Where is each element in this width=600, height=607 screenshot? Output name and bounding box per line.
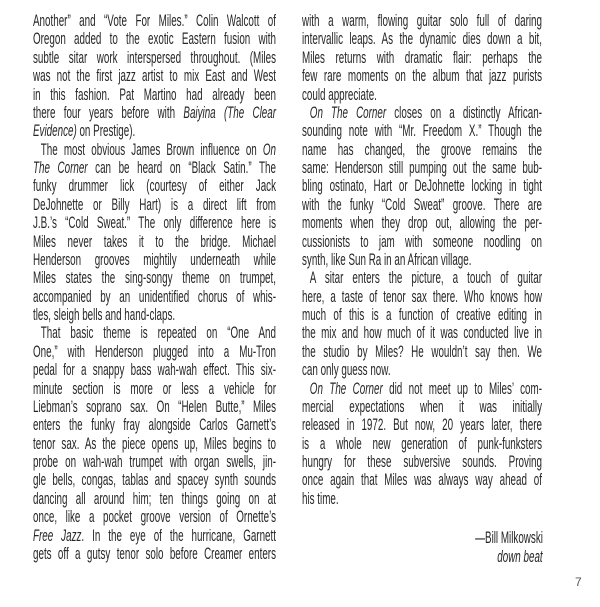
text-line [302, 361, 542, 379]
text-line [33, 12, 276, 30]
body-text: hungry for these subversive sounds. Proving [302, 453, 542, 471]
body-text: The most obvious James Brown influence on [40, 140, 263, 159]
text-line [302, 435, 542, 453]
text-line [302, 214, 542, 232]
body-text: accompanied by an unidentified chorus of whis- [33, 287, 276, 306]
body-text: there four years before with [33, 103, 184, 122]
text-line [33, 159, 276, 177]
text-line [33, 508, 276, 526]
body-text: pedal for a snappy bass wah-wah effect. This six- [33, 361, 276, 380]
text-line [302, 416, 542, 434]
text-line [33, 49, 276, 67]
text-line [33, 177, 276, 195]
text-line [302, 12, 542, 30]
text-line [33, 490, 276, 508]
italic-title-text: Baiyina (The Clear [183, 103, 276, 122]
text-line [302, 453, 542, 471]
body-text: minute section is more or less a vehicle for [33, 379, 276, 398]
text-line [33, 380, 276, 398]
text-line [33, 435, 276, 453]
text-line [33, 141, 276, 159]
text-line [33, 233, 276, 251]
body-text: mercial expectations when it was initially [302, 397, 542, 416]
body-text: Miles never takes it to the bridge. Michael [33, 232, 276, 251]
text-line [33, 214, 276, 232]
text-line [33, 269, 276, 287]
text-line [302, 104, 542, 122]
body-text: name has changed, the groove remains the [302, 140, 542, 159]
body-text: here, a taste of tenor sax there. Who knows how [302, 287, 542, 306]
body-text: Miles states the sing-songy theme on trumpet, [33, 269, 276, 288]
byline-author: —Bill Milkowski [475, 529, 543, 547]
italic-title-text: On The Corner [309, 379, 383, 398]
body-text: Liebman’s soprano sax. On “Helen Butte,” Miles [33, 397, 276, 416]
body-text: on Prestige). [76, 122, 136, 141]
text-line [302, 122, 542, 140]
body-text: dancing all around him; ten things going on at [33, 489, 276, 508]
text-line [302, 86, 542, 104]
body-text: intervallic leaps. As the dynamic dies down a bit, [302, 30, 542, 49]
text-line [302, 196, 542, 214]
text-line [302, 30, 542, 48]
text-line [33, 398, 276, 416]
body-text: sounding note with “Mr. Freedom X.” Though the [302, 122, 542, 141]
italic-title-text: On The Corner [309, 103, 387, 122]
body-text: enters the funky fray alongside Carlos Garnett’s [33, 416, 276, 435]
text-line [33, 453, 276, 471]
italic-title-text: Evidence) [33, 122, 77, 141]
text-line [302, 49, 542, 67]
text-line [302, 471, 542, 489]
text-line [33, 251, 276, 269]
body-text: cussionists to jam with someone noodling on [302, 232, 542, 251]
text-line [33, 122, 276, 140]
text-line [302, 67, 542, 85]
text-line [302, 380, 542, 398]
text-line [33, 104, 276, 122]
body-text: once, like a pocket groove version of Ornette’s [33, 508, 276, 527]
body-text: with a warm, flowing guitar solo full of daring [302, 12, 542, 30]
body-text: DeJohnette or Billy Hart) is a direct lift from [33, 195, 276, 214]
text-line [33, 86, 276, 104]
body-text: probe on wah-wah trumpet with organ swells, jin- [33, 453, 276, 471]
text-line [33, 288, 276, 306]
body-text: subtle sitar work interspersed throughout. (Miles [33, 48, 276, 67]
text-line [302, 398, 542, 416]
italic-title-text: On [262, 140, 276, 159]
page-number: 7 [575, 575, 582, 589]
body-text: One,” with Henderson plugged into a Mu-Tron [33, 342, 276, 361]
body-text: did not meet up to Miles’ com- [382, 379, 542, 398]
body-text: tenor sax. As the piece opens up, Miles begins to [33, 434, 276, 453]
text-line [33, 67, 276, 85]
text-line [33, 306, 276, 324]
body-text: gets off a gutsy tenor solo before Creamer enters [33, 544, 276, 563]
paragraph [302, 12, 542, 104]
body-text: few rare moments on the album that jazz purists [302, 67, 542, 86]
byline-publication: down beat [497, 548, 543, 566]
body-text: . In the eye of the hurricane, Garnett [81, 526, 276, 545]
paragraph [33, 12, 276, 141]
body-text: was not the first jazz artist to mix East and West [33, 67, 276, 86]
body-text: is a whole new generation of punk-funksters [302, 434, 542, 453]
body-text: the mix and how much of it was conducted live in [302, 324, 542, 343]
body-text: A sitar enters the picture, a touch of guitar [309, 269, 542, 288]
italic-title-text: The Corner [33, 159, 88, 177]
paragraph [302, 104, 542, 269]
text-line [302, 251, 542, 269]
text-line [33, 527, 276, 545]
body-text: could appreciate. [302, 85, 377, 104]
text-line [33, 343, 276, 361]
body-text: much of this is a function of creative editing in [302, 306, 542, 324]
text-line [302, 306, 542, 324]
body-text: same: Henderson still pumping out the same bub- [302, 159, 542, 177]
text-line [302, 324, 542, 342]
body-text: released in 1972. But now, 20 years later, there [302, 416, 542, 435]
body-text: can only guess now. [302, 361, 391, 380]
text-line [33, 361, 276, 379]
text-line [302, 233, 542, 251]
article-column-left [33, 12, 276, 563]
text-line [33, 416, 276, 434]
body-text: once again that Miles was always way ahead of [302, 471, 542, 490]
body-text: Oregon added to the exotic Eastern fusion with [33, 30, 276, 49]
text-line [302, 177, 542, 195]
body-text: Another” and “Vote For Miles.” Colin Walcott of [33, 12, 276, 30]
body-text: the studio by Miles? He wouldn’t say then. We [302, 342, 542, 361]
text-line [302, 288, 542, 306]
body-text: funky drummer lick (courtesy of either Jack [33, 177, 276, 196]
body-text: closes on a distinctly African- [386, 103, 542, 122]
text-line [33, 471, 276, 489]
body-text: Henderson grooves mightily underneath while [33, 250, 276, 269]
paragraph [302, 269, 542, 379]
paragraph [302, 380, 542, 509]
body-text: Miles returns with dramatic flair: perhaps the [302, 48, 542, 67]
paragraph [33, 324, 276, 563]
text-line [33, 30, 276, 48]
body-text: can be heard on “Black Satin.” The [87, 159, 276, 177]
text-line [302, 490, 542, 508]
article-column-right [302, 12, 542, 508]
text-line [302, 141, 542, 159]
body-text: synth, like Sun Ra in an African village. [302, 250, 472, 269]
body-text: gle bells, congas, tablas and spacey synth sounds [33, 471, 276, 490]
paragraph [33, 141, 276, 325]
text-line [33, 324, 276, 342]
body-text: J.B.’s “Cold Sweat.” The only difference here is [33, 214, 276, 233]
text-line [302, 159, 542, 177]
text-line [33, 545, 276, 563]
body-text: in this fashion. Pat Martino had already been [33, 85, 276, 104]
text-line [302, 343, 542, 361]
body-text: That basic theme is repeated on “One And [40, 324, 276, 343]
body-text: bling ostinato, Hart or DeJohnette locking in tight [302, 177, 542, 196]
body-text: moments when they drop out, allowing the per- [302, 214, 542, 233]
body-text: tles, sleigh bells and hand-claps. [33, 306, 176, 324]
body-text: his time. [302, 489, 339, 508]
body-text: with the funky “Cold Sweat” groove. There are [302, 195, 542, 214]
italic-title-text: Free Jazz [33, 526, 82, 545]
text-line [302, 269, 542, 287]
text-line [33, 196, 276, 214]
